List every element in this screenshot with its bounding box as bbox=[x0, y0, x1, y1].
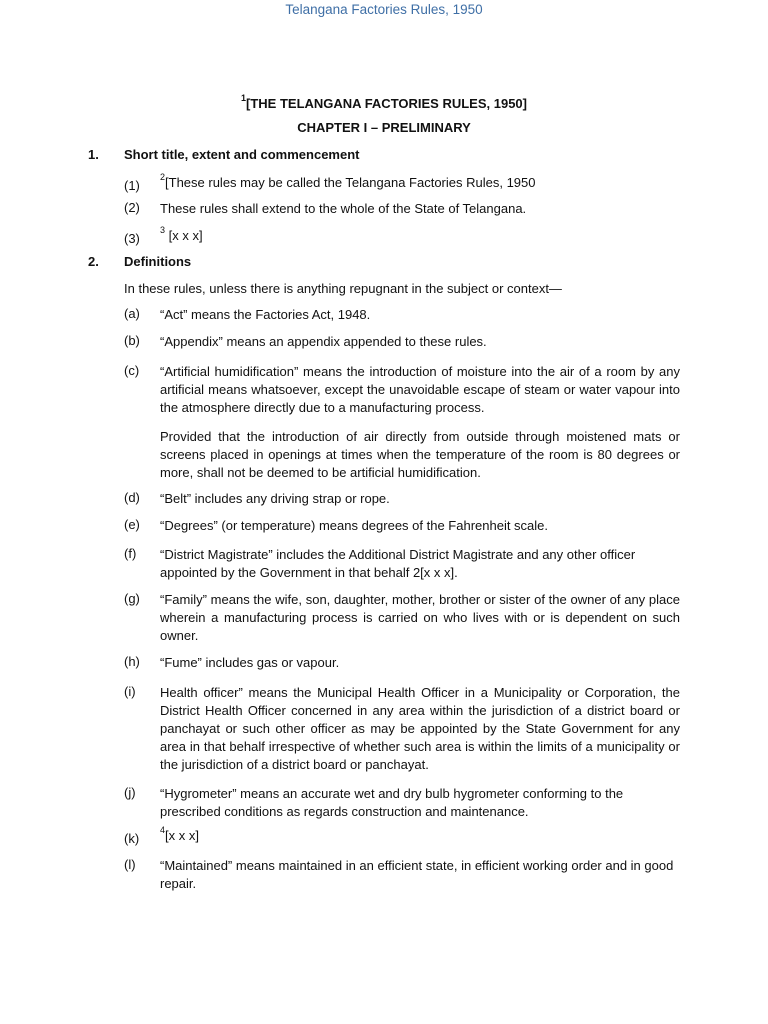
clause-text: $^2$[These rules may be called the Telangana Factories Rules, 1950 bbox=[160, 171, 536, 190]
definition-text: “Act” means the Factories Act, 1948. bbox=[160, 307, 371, 322]
definition-text: $^4$[x x x] bbox=[160, 824, 199, 843]
clause-label: (d) bbox=[124, 490, 140, 505]
clause-label: (a) bbox=[124, 306, 140, 321]
footnote-marker: 2 bbox=[160, 171, 166, 182]
clause-label: (2) bbox=[124, 200, 140, 215]
clause-label: (k) bbox=[124, 831, 140, 846]
definition-text: “Belt” includes any driving strap or rope. bbox=[160, 491, 390, 506]
footnote-marker: 4 bbox=[160, 824, 166, 835]
clause-label: (h) bbox=[124, 654, 140, 669]
section-number: 2. bbox=[88, 254, 99, 269]
chapter-heading: CHAPTER I – PRELIMINARY bbox=[297, 120, 471, 135]
clause-label: (c) bbox=[124, 363, 140, 378]
definition-text: “Family” means the wife, son, daughter, mother, brother or sister of the owner of any place wherein a manufacturing process is carried on who lives with or is dependent on such owner. bbox=[160, 592, 680, 643]
definition-text: Health officer” means the Municipal Health Officer in a Municipality or Corporation, the District Health Officer concerned in any area within the jurisdiction of a district board or panchayat or such other officer as may be appointed by the State Government for any area in that behalf irrespective of whether such area is within the limits of a municipality or the jurisdiction of a district board or panchayat. bbox=[160, 685, 680, 772]
definition-text: “District Magistrate” includes the Additional District Magistrate and any other officer appointed by the Government in that behalf 2[x x x]. bbox=[160, 547, 636, 580]
definition-text: “Appendix” means an appendix appended to these rules. bbox=[160, 334, 487, 349]
definition-text: “Artificial humidification” means the introduction of moisture into the air of a room by any artificial means whatsoever, except the unavoidable escape of steam or water vapour into the atmosphere directly due to a manufacturing process. bbox=[160, 364, 680, 415]
definition-text: “Hygrometer” means an accurate wet and dry bulb hygrometer conforming to the prescribed conditions as regards construction and maintenance. bbox=[160, 786, 624, 819]
clause-label: (i) bbox=[124, 684, 136, 699]
document-title bbox=[0, 92, 768, 111]
clause-label: (3) bbox=[124, 231, 140, 246]
definition-text: “Degrees” (or temperature) means degrees of the Fahrenheit scale. bbox=[160, 518, 549, 533]
clause-label: (l) bbox=[124, 857, 136, 872]
section-title: Short title, extent and commencement bbox=[124, 147, 360, 162]
clause-text: $^3$ [x x x] bbox=[160, 224, 203, 243]
definition-text: “Maintained” means maintained in an efficient state, in efficient working order and in good repair. bbox=[160, 858, 674, 891]
clause-label: (e) bbox=[124, 517, 140, 532]
title-footnote-marker: 1 bbox=[241, 92, 247, 103]
proviso-text: Provided that the introduction of air directly from outside through moistened mats or screens placed in openings at times when the temperature of the room is 80 degrees or more, shall not be deemed to be artificial humidification. bbox=[160, 429, 680, 480]
clause-label: (b) bbox=[124, 333, 140, 348]
section-number: 1. bbox=[88, 147, 99, 162]
clause-label: (g) bbox=[124, 591, 140, 606]
section-title: Definitions bbox=[124, 254, 192, 269]
clause-label: (f) bbox=[124, 546, 137, 561]
definition-text: “Fume” includes gas or vapour. bbox=[160, 655, 340, 670]
footnote-marker: 3 bbox=[160, 224, 166, 235]
definitions-intro: In these rules, unless there is anything repugnant in the subject or context— bbox=[124, 281, 562, 296]
clause-label: (1) bbox=[124, 178, 140, 193]
title-text: [THE TELANGANA FACTORIES RULES, 1950] bbox=[246, 96, 527, 111]
running-header: Telangana Factories Rules, 1950 bbox=[285, 2, 483, 17]
clause-text: These rules shall extend to the whole of the State of Telangana. bbox=[160, 201, 527, 216]
clause-label: (j) bbox=[124, 785, 136, 800]
